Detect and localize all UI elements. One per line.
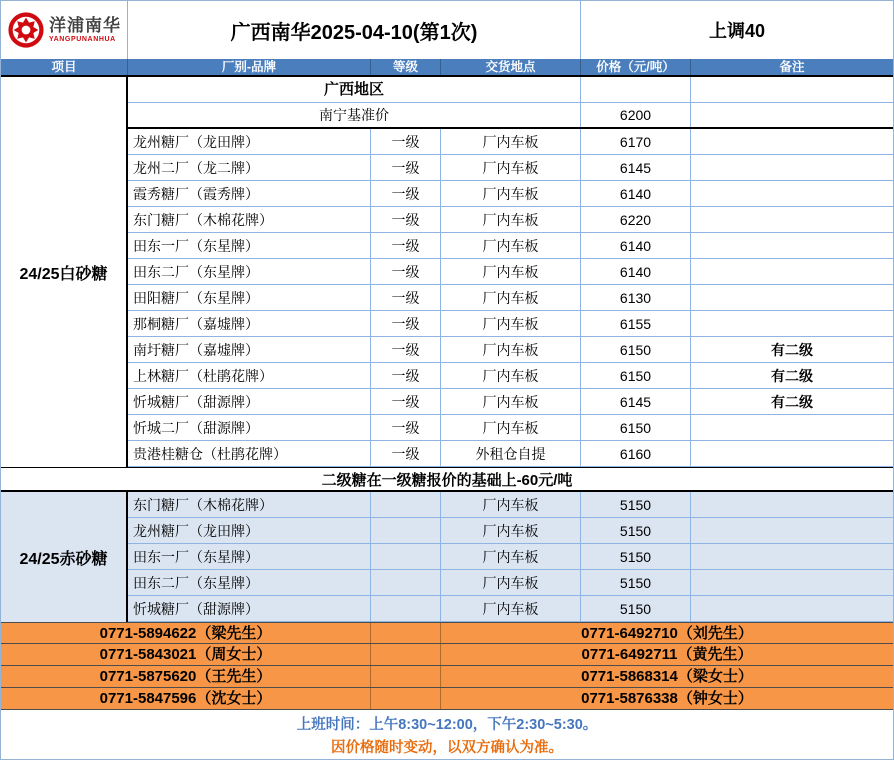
factory-cell: 东门糖厂（木棉花牌）: [128, 492, 371, 517]
region-remark-cell: [691, 77, 893, 102]
remark-cell: [691, 492, 893, 517]
price-row: [128, 311, 893, 337]
price-row: [128, 129, 893, 155]
location-cell: 厂内车板: [441, 337, 581, 362]
remark-cell: [691, 259, 893, 284]
price-cell: 6170: [581, 129, 691, 154]
location-cell: 厂内车板: [441, 285, 581, 310]
price-cell: 5150: [581, 518, 691, 543]
grade-cell: 一级: [371, 337, 441, 362]
price-cell: 6145: [581, 155, 691, 180]
price-cell: 6220: [581, 207, 691, 232]
factory-cell: 田东一厂（东星牌）: [128, 544, 371, 569]
grade-cell: 一级: [371, 233, 441, 258]
price-cell: 6150: [581, 415, 691, 440]
price-cell: 5150: [581, 544, 691, 569]
location-cell: 厂内车板: [441, 596, 581, 621]
price-cell: 5150: [581, 492, 691, 517]
price-row: [128, 363, 893, 389]
grade-cell: 一级: [371, 389, 441, 414]
column-header-remark: 备注: [779, 59, 805, 74]
location-cell: 厂内车板: [441, 311, 581, 336]
location-cell: 厂内车板: [441, 129, 581, 154]
column-header-row: [1, 59, 893, 77]
factory-cell: 忻城糖厂（甜源牌）: [128, 596, 371, 621]
price-disclaimer: 因价格随时变动，以双方确认为准。: [331, 739, 563, 756]
remark-cell: [691, 233, 893, 258]
price-row: [128, 207, 893, 233]
grade-cell: 一级: [371, 181, 441, 206]
contact-empty-cell: [371, 644, 441, 665]
price-row: [128, 337, 893, 363]
contact-phone-left: 0771-5847596（沈女士）: [1, 688, 371, 709]
location-cell: 厂内车板: [441, 492, 581, 517]
grade-cell: [371, 570, 441, 595]
price-row: [128, 389, 893, 415]
red-sugar-item-label: 24/25赤砂糖: [1, 492, 128, 622]
remark-cell: [691, 596, 893, 621]
logo-name-en: YANGPUNANHUA: [49, 36, 116, 43]
contact-phone-left: 0771-5843021（周女士）: [1, 644, 371, 665]
remark-cell: [691, 129, 893, 154]
contact-phone-left: 0771-5875620（王先生）: [1, 666, 371, 687]
grade-cell: 一级: [371, 441, 441, 466]
price-adjustment: 上调40: [708, 21, 766, 41]
logo-emblem-icon: [7, 11, 45, 49]
price-cell: 6150: [581, 337, 691, 362]
location-cell: 厂内车板: [441, 155, 581, 180]
price-row: [128, 233, 893, 259]
contact-row: [1, 622, 893, 644]
grade-cell: 一级: [371, 415, 441, 440]
factory-cell: 忻城二厂（甜源牌）: [128, 415, 371, 440]
location-cell: 厂内车板: [441, 415, 581, 440]
grade-cell: 一级: [371, 207, 441, 232]
contact-row: [1, 688, 893, 710]
price-cell: 6150: [581, 363, 691, 388]
grade-cell: [371, 518, 441, 543]
factory-cell: 龙州糖厂（龙田牌）: [128, 129, 371, 154]
contact-phone-right: 0771-6492711（黄先生）: [581, 646, 753, 663]
benchmark-row: [128, 103, 893, 129]
region-header-row: [128, 77, 893, 103]
price-cell: 6140: [581, 181, 691, 206]
factory-cell: 田东一厂（东星牌）: [128, 233, 371, 258]
location-cell: 厂内车板: [441, 570, 581, 595]
grade-cell: 一级: [371, 363, 441, 388]
location-cell: 厂内车板: [441, 181, 581, 206]
contact-phone-left: 0771-5894622（梁先生）: [1, 623, 371, 643]
price-cell: 6145: [581, 389, 691, 414]
second-grade-note: 二级糖在一级糖报价的基础上-60元/吨: [1, 467, 893, 492]
remark-cell: [691, 518, 893, 543]
location-cell: 厂内车板: [441, 363, 581, 388]
remark-cell: [691, 570, 893, 595]
location-cell: 厂内车板: [441, 233, 581, 258]
contact-phone-right: 0771-6492710（刘先生）: [581, 624, 753, 642]
remark-cell: 有二级: [771, 367, 813, 384]
remark-cell: [691, 285, 893, 310]
grade-cell: 一级: [371, 155, 441, 180]
grade-cell: 一级: [371, 311, 441, 336]
contact-phone-right: 0771-5876338（钟女士）: [581, 690, 753, 707]
remark-cell: [691, 311, 893, 336]
column-header-factory: 厂别-品牌: [128, 59, 371, 75]
location-cell: 厂内车板: [441, 259, 581, 284]
factory-cell: 东门糖厂（木棉花牌）: [128, 207, 371, 232]
price-cell: 6160: [581, 441, 691, 466]
white-sugar-rows: [128, 77, 893, 467]
remark-cell: [691, 441, 893, 466]
price-cell: 5150: [581, 570, 691, 595]
company-logo: [1, 1, 128, 59]
contact-empty-cell: [371, 688, 441, 709]
working-hours: 上班时间：上午8:30~12:00，下午2:30~5:30。: [296, 716, 598, 733]
top-header-row: [1, 1, 893, 59]
price-row: [128, 415, 893, 441]
white-sugar-section: [1, 77, 893, 467]
factory-cell: 霞秀糖厂（霞秀牌）: [128, 181, 371, 206]
logo-text: [49, 17, 121, 43]
factory-cell: 龙州二厂（龙二牌）: [128, 155, 371, 180]
sheet-title: 广西南华2025-04-10(第1次): [128, 1, 581, 59]
factory-cell: 上林糖厂（杜鹃花牌）: [128, 363, 371, 388]
remark-cell: [691, 544, 893, 569]
column-header-item: 项目: [1, 59, 128, 75]
contact-row: [1, 644, 893, 666]
price-cell: 5150: [581, 596, 691, 621]
price-row: [128, 259, 893, 285]
price-row: [128, 155, 893, 181]
column-header-grade: 等级: [371, 59, 441, 75]
grade-cell: [371, 492, 441, 517]
factory-cell: 忻城糖厂（甜源牌）: [128, 389, 371, 414]
white-sugar-item-label: 24/25白砂糖: [1, 77, 128, 467]
location-cell: 厂内车板: [441, 389, 581, 414]
price-cell: 6140: [581, 233, 691, 258]
grade-cell: 一级: [371, 259, 441, 284]
price-row: [128, 570, 893, 596]
price-row: [128, 544, 893, 570]
column-header-price: 价格（元/吨）: [581, 59, 691, 75]
remark-cell: 有二级: [771, 341, 813, 358]
region-header: 广西地区: [128, 77, 581, 102]
contact-empty-cell: [371, 666, 441, 687]
price-row: [128, 492, 893, 518]
column-header-location: 交货地点: [441, 59, 581, 75]
red-sugar-section: [1, 492, 893, 622]
remark-cell: [691, 155, 893, 180]
location-cell: 厂内车板: [441, 207, 581, 232]
price-row: [128, 181, 893, 207]
price-row: [128, 596, 893, 622]
factory-cell: 那桐糖厂（嘉墟牌）: [128, 311, 371, 336]
factory-cell: 田东二厂（东星牌）: [128, 259, 371, 284]
price-cell: 6130: [581, 285, 691, 310]
price-cell: 6140: [581, 259, 691, 284]
factory-cell: 田阳糖厂（东星牌）: [128, 285, 371, 310]
price-row: [128, 285, 893, 311]
remark-cell: [691, 415, 893, 440]
factory-cell: 贵港桂糖仓（杜鹃花牌）: [128, 441, 371, 466]
price-row: [128, 518, 893, 544]
contact-empty-cell: [371, 623, 441, 643]
location-cell: 厂内车板: [441, 544, 581, 569]
factory-cell: 田东二厂（东星牌）: [128, 570, 371, 595]
contact-row: [1, 666, 893, 688]
price-cell: 6155: [581, 311, 691, 336]
factory-cell: 龙州糖厂（龙田牌）: [128, 518, 371, 543]
factory-cell: 南圩糖厂（嘉墟牌）: [128, 337, 371, 362]
red-sugar-rows: [128, 492, 893, 622]
grade-cell: [371, 596, 441, 621]
footer: [1, 710, 893, 759]
region-price-cell: [581, 77, 691, 102]
benchmark-price: 6200: [581, 103, 691, 127]
logo-name-cn: 洋浦南华: [49, 16, 121, 35]
location-cell: 外租仓自提: [441, 441, 581, 466]
remark-cell: [691, 181, 893, 206]
price-row: [128, 441, 893, 467]
remark-cell: [691, 207, 893, 232]
location-cell: 厂内车板: [441, 518, 581, 543]
benchmark-remark-cell: [691, 103, 893, 127]
grade-cell: 一级: [371, 129, 441, 154]
benchmark-label: 南宁基准价: [128, 103, 581, 127]
grade-cell: [371, 544, 441, 569]
grade-cell: 一级: [371, 285, 441, 310]
contact-phone-right: 0771-5868314（梁女士）: [581, 668, 753, 685]
remark-cell: 有二级: [771, 393, 813, 410]
contact-section: [1, 622, 893, 710]
